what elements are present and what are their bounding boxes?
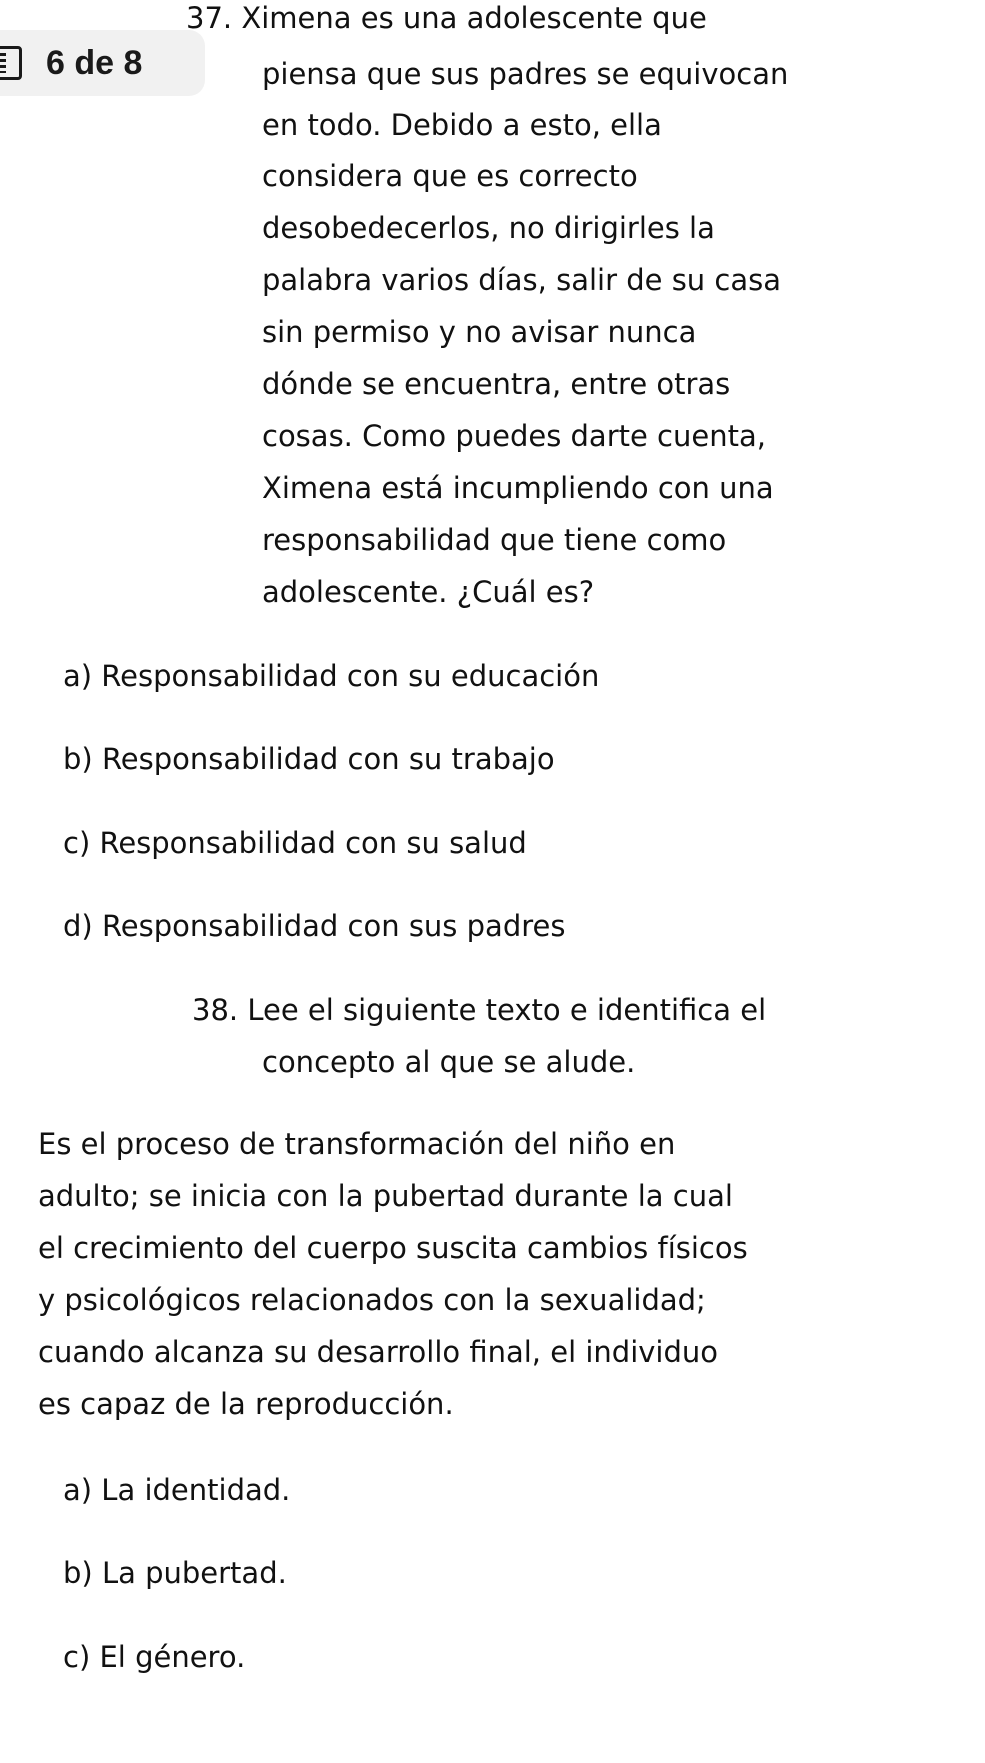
option-37-b[interactable]: b) Responsabilidad con su trabajo — [63, 742, 555, 776]
question-37-line: en todo. Debido a esto, ella — [262, 108, 662, 142]
question-37-line: cosas. Como puedes darte cuenta, — [262, 419, 766, 453]
passage-line: es capaz de la reproducción. — [38, 1387, 454, 1421]
question-37-line: sin permiso y no avisar nunca — [262, 315, 697, 349]
passage-line: Es el proceso de transformación del niño en — [38, 1127, 676, 1161]
option-38-b[interactable]: b) La pubertad. — [63, 1556, 287, 1590]
question-37-line: 37. Ximena es una adolescente que — [186, 1, 707, 35]
question-37-line: adolescente. ¿Cuál es? — [262, 575, 595, 609]
page-indicator-label: 6 de 8 — [46, 43, 143, 82]
option-37-c[interactable]: c) Responsabilidad con su salud — [63, 826, 527, 860]
passage-line: cuando alcanza su desarrollo final, el individuo — [38, 1335, 719, 1369]
page-icon — [0, 46, 22, 80]
passage-line: el crecimiento del cuerpo suscita cambios físicos — [38, 1231, 748, 1265]
question-37-line: responsabilidad que tiene como — [262, 523, 727, 557]
question-37-line: dónde se encuentra, entre otras — [262, 367, 731, 401]
option-37-d[interactable]: d) Responsabilidad con sus padres — [63, 909, 566, 943]
question-37-line: desobedecerlos, no dirigirles la — [262, 211, 715, 245]
option-37-a[interactable]: a) Responsabilidad con su educación — [63, 659, 600, 693]
question-37-line: piensa que sus padres se equivocan — [262, 57, 789, 91]
question-38-line: concepto al que se alude. — [262, 1045, 636, 1079]
option-38-a[interactable]: a) La identidad. — [63, 1473, 291, 1507]
page-indicator — [0, 30, 205, 96]
passage-line: adulto; se inicia con la pubertad durante la cual — [38, 1179, 733, 1213]
question-37-line: Ximena está incumpliendo con una — [262, 471, 774, 505]
passage-line: y psicológicos relacionados con la sexualidad; — [38, 1283, 706, 1317]
question-38-line: 38. Lee el siguiente texto e identifica el — [192, 993, 767, 1027]
question-37-line: palabra varios días, salir de su casa — [262, 263, 781, 297]
option-38-c[interactable]: c) El género. — [63, 1640, 246, 1674]
question-37-line: considera que es correcto — [262, 159, 638, 193]
